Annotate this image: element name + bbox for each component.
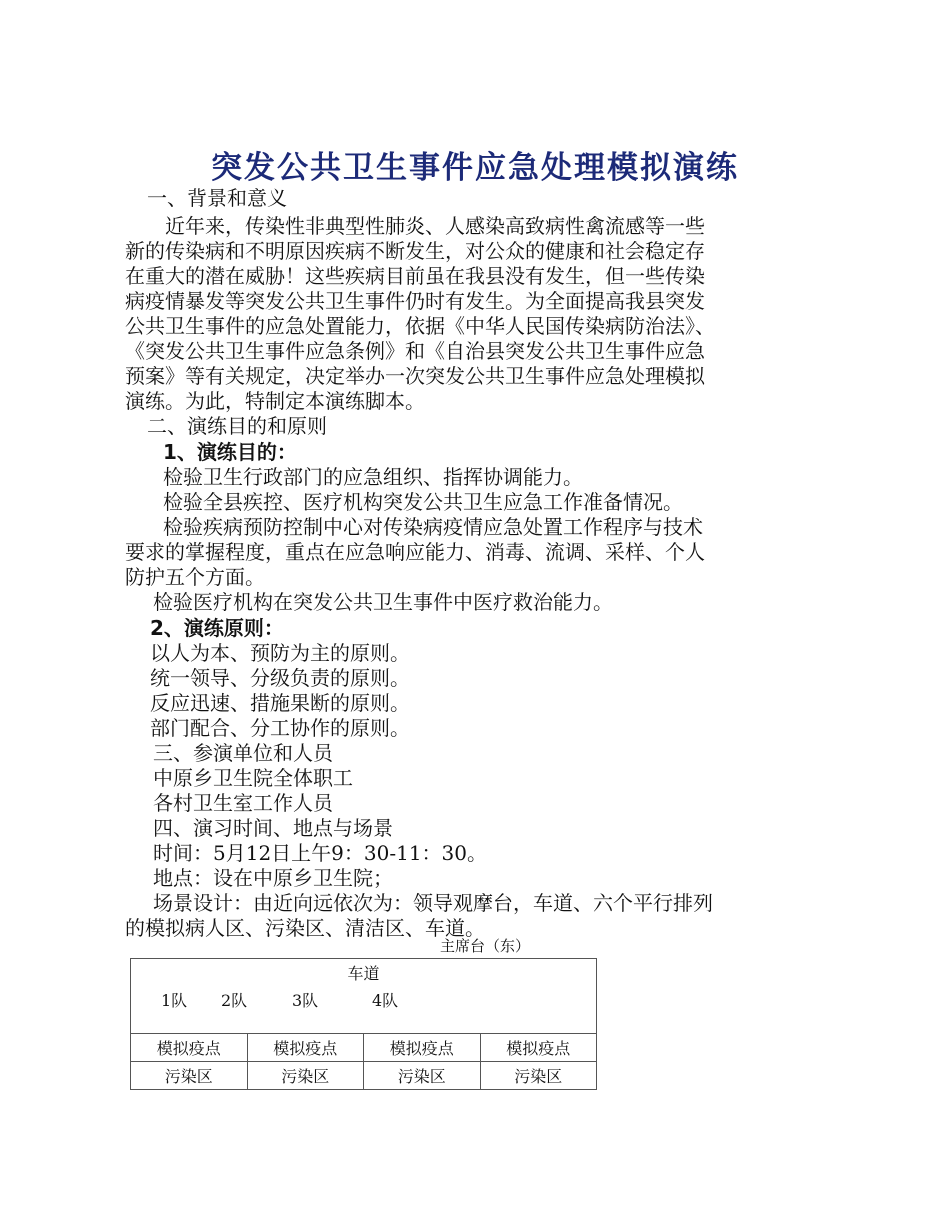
section-subheading: 1、演练目的： xyxy=(163,440,297,464)
paragraph-line: 检验卫生行政部门的应急组织、指挥协调能力。 xyxy=(163,465,583,489)
diagram-caption: 主席台（东） xyxy=(440,937,531,955)
paragraph-line: 检验全县疾控、医疗机构突发公共卫生应急工作准备情况。 xyxy=(163,490,683,514)
table-row xyxy=(131,1062,597,1090)
paragraph-line: 的模拟病人区、污染区、清洁区、车道。 xyxy=(125,916,485,940)
table-cell: 污染区 xyxy=(131,1062,248,1090)
paragraph-line: 防护五个方面。 xyxy=(125,565,265,589)
paragraph-line: 《突发公共卫生事件应急条例》和《自治县突发公共卫生事件应急 xyxy=(125,339,705,363)
section-subheading: 2、演练原则： xyxy=(150,616,284,640)
lane-label: 车道 xyxy=(347,964,380,983)
paragraph-line: 各村卫生室工作人员 xyxy=(153,791,333,815)
paragraph-line: 四、演习时间、地点与场景 xyxy=(153,816,393,840)
paragraph-line: 三、参演单位和人员 xyxy=(153,741,333,765)
paragraph-line: 公共卫生事件的应急处置能力，依据《中华人民国传染病防治法》、 xyxy=(125,314,715,338)
paragraph-line: 统一领导、分级负责的原则。 xyxy=(150,666,410,690)
table-cell: 污染区 xyxy=(480,1062,597,1090)
paragraph-line: 反应迅速、措施果断的原则。 xyxy=(150,691,410,715)
table-cell: 模拟疫点 xyxy=(131,1034,248,1062)
table-cell: 模拟疫点 xyxy=(364,1034,481,1062)
paragraph-line: 地点：设在中原乡卫生院； xyxy=(153,866,393,890)
paragraph-line: 预案》等有关规定，决定举办一次突发公共卫生事件应急处理模拟 xyxy=(125,364,705,388)
table-cell: 污染区 xyxy=(247,1062,364,1090)
team-label: 1队 xyxy=(161,991,188,1010)
paragraph-line: 检验疾病预防控制中心对传染病疫情应急处置工作程序与技术 xyxy=(163,515,703,539)
paragraph-line: 中原乡卫生院全体职工 xyxy=(153,766,353,790)
lane-cell xyxy=(131,959,597,1034)
paragraph-line: 以人为本、预防为主的原则。 xyxy=(150,641,410,665)
table-cell: 污染区 xyxy=(364,1062,481,1090)
paragraph-line: 场景设计：由近向远依次为：领导观摩台，车道、六个平行排列 xyxy=(153,891,713,915)
venue-layout-table xyxy=(130,958,597,1090)
team-label: 2队 xyxy=(221,991,248,1010)
paragraph-line: 近年来，传染性非典型性肺炎、人感染高致病性禽流感等一些 xyxy=(165,214,705,238)
team-label: 4队 xyxy=(372,991,399,1010)
paragraph-line: 一、背景和意义 xyxy=(147,186,287,210)
paragraph-line: 病疫情暴发等突发公共卫生事件仍时有发生。为全面提高我县突发 xyxy=(125,289,705,313)
paragraph-line: 检验医疗机构在突发公共卫生事件中医疗救治能力。 xyxy=(153,590,613,614)
paragraph-line: 部门配合、分工协作的原则。 xyxy=(150,716,410,740)
paragraph-line: 二、演练目的和原则 xyxy=(147,414,327,438)
table-cell: 模拟疫点 xyxy=(247,1034,364,1062)
paragraph-line: 新的传染病和不明原因疾病不断发生，对公众的健康和社会稳定存 xyxy=(125,239,705,263)
document-title: 突发公共卫生事件应急处理模拟演练 xyxy=(211,150,739,186)
paragraph-line: 时间：5月12日上午9：30-11：30。 xyxy=(153,841,488,865)
paragraph-line: 要求的掌握程度，重点在应急响应能力、消毒、流调、采样、个人 xyxy=(125,540,705,564)
paragraph-line: 在重大的潜在威胁！这些疾病目前虽在我县没有发生，但一些传染 xyxy=(125,264,705,288)
table-row xyxy=(131,1034,597,1062)
team-label: 3队 xyxy=(292,991,319,1010)
paragraph-line: 演练。为此，特制定本演练脚本。 xyxy=(125,389,425,413)
table-cell: 模拟疫点 xyxy=(480,1034,597,1062)
